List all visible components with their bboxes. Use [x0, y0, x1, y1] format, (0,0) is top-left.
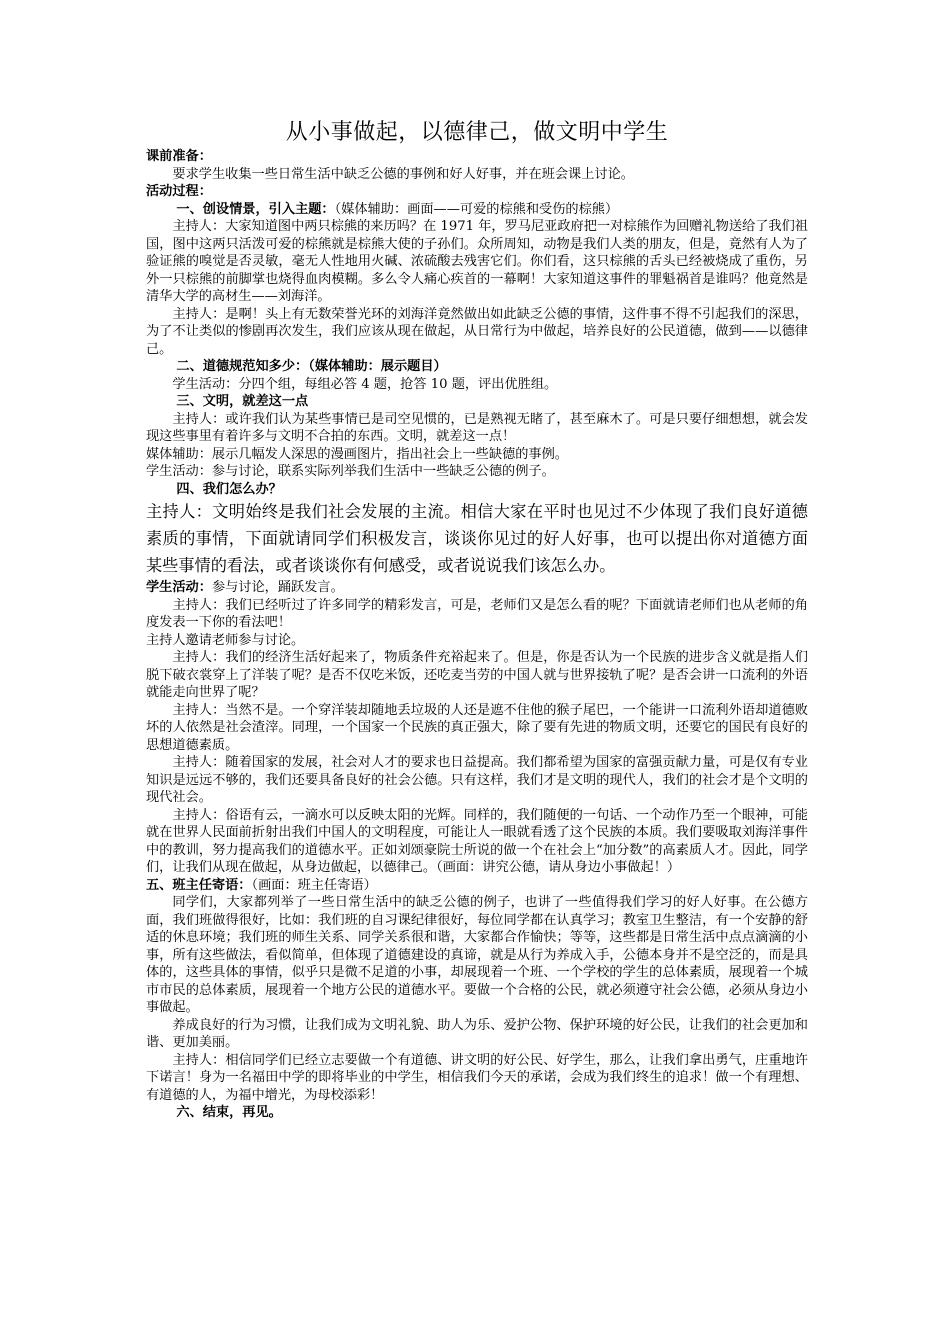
section-4-paragraph-5: 主持人：随着国家的发展，社会对人才的要求也日益提高。我们都希望为国家的富强贡献力量，可是仅有专业知识是远远不够的，我们还要具备良好的社会公德。只有这样，我们才是文明的现代人，我们的社会才是个文明的现代社会。: [146, 755, 808, 805]
section-5-paragraph-1: 同学们，大家都列举了一些日常生活中的缺乏公德的例子，也讲了一些值得我们学习的好人好事。在公德方面，我们班做得很好，比如：我们班的自习课纪律很好，每位同学都在认真学习；教室卫生整洁，有一个安静的舒适的休息环境；我们班的师生关系、同学关系很和谐，大家都合作愉快；等等，这些都是日常生活中点点滴滴的小事，所有这些做法，看似简单，但体现了道德建设的真谛，就是从行为养成入手，公德本身并不是空泛的，而是具体的，这些具体的事情，似乎只是微不足道的小事，却展现着一个班、一个学校的学生的总体素质，展现着一个城市市民的总体素质，展现着一个地方公民的道德水平。要做一个合格的公民，就必须遵守社会公德，必须从身边小事做起。: [146, 895, 808, 1015]
section-6-heading: 六、结束，再见。: [176, 1105, 282, 1120]
section-1-media: （媒体辅助：画面——可爱的棕熊和受伤的棕熊）: [334, 201, 619, 217]
section-4-student-line: [146, 579, 808, 597]
section-3-paragraph-1: 主持人：或许我们认为某些事情已是司空见惯的，已是熟视无睹了，甚至麻木了。可是只要仔细想想，就会发现这些事里有着许多与文明不合拍的东西。文明，就差这一点！: [146, 411, 808, 444]
section-4-paragraph-3: 主持人：我们的经济生活好起来了，物质条件充裕起来了。但是，你是否认为一个民族的进步含义就是指人们脱下破衣裳穿上了洋装了呢？是否不仅吃米饭，还吃麦当劳的中国人就与世界接轨了呢？是否会讲一口流利的外语就能走向世界了呢？: [146, 650, 808, 700]
section-5-heading: 五、班主任寄语：: [146, 877, 252, 893]
section-3-heading: 三、文明，就差这一点: [176, 394, 309, 409]
section-2-paragraph-1: 学生活动：分四个组，每组必答 4 题，抢答 10 题，评出优胜组。: [172, 376, 558, 392]
section-4-paragraph-4: 主持人：当然不是。一个穿洋装却随地丢垃圾的人还是遮不住他的猴子尾巴，一个能讲一口流利外语却道德败坏的人依然是社会渣滓。同理，一个国家一个民族的真正强大，除了要有先进的物质文明，还要它的国民有良好的思想道德素质。: [146, 702, 808, 753]
section-4-heading: 四、我们怎么办？: [176, 481, 282, 497]
section-4-paragraph-1: 主持人：我们已经听过了许多同学的精彩发言，可是，老师们又是怎么看的呢？下面就请老师们也从老师的角度发表一下你的看法吧！: [146, 597, 808, 630]
prep-label: 课前准备：: [146, 149, 212, 164]
document-title: 从小事做起，以德律己，做文明中学生: [285, 120, 669, 145]
section-3-paragraph-2: 媒体辅助：展示几幅发人深思的漫画图片，指出社会上一些缺德的事例。: [146, 446, 568, 462]
section-5-paragraph-3: 主持人：相信同学们已经立志要做一个有道德、讲文明的好公民、好学生，那么，让我们拿出勇气，庄重地许下诺言！身为一名福田中学的即将毕业的中学生，相信我们今天的承诺，会成为我们终生的追求！做一个有理想、有道德的人，为福中增光，为母校添彩！: [146, 1052, 808, 1103]
section-1-paragraph-2: 主持人：是啊！头上有无数荣誉光环的刘海洋竟然做出如此缺乏公德的事情，这件事不得不引起我们的深思，为了不让类似的惨剧再次发生，我们应该从现在做起，从日常行为中做起，培养良好的公民道德，做到——以德律己。: [146, 306, 808, 357]
section-4-paragraph-6: 主持人：俗语有云，一滴水可以反映太阳的光辉。同样的，我们随便的一句话、一个动作乃至一个眼神，可能就在世界人民面前折射出我们中国人的文明程度，可能让人一眼就看透了这个民族的本质。我们要吸取刘海洋事件中的教训，努力提高我们的道德水平。正如刘颂豪院士所说的做一个在社会上“加分数”的高素质人才。因此，同学们，让我们从现在做起，从身边做起，以德律己。（画面：讲究公德，请从身边小事做起！）: [146, 807, 808, 875]
prep-text: 要求学生收集一些日常生活中缺乏公德的事例和好人好事，并在班会课上讨论。: [172, 166, 634, 182]
section-1-heading-line: [146, 201, 808, 219]
section-3-paragraph-3: 学生活动：参与讨论，联系实际列举我们生活中一些缺乏公德的例子。: [146, 464, 555, 479]
section-5-paragraph-2: 养成良好的行为习惯，让我们成为文明礼貌、助人为乐、爱护公物、保护环境的好公民，让我们的社会更加和谐、更加美丽。: [146, 1017, 808, 1050]
section-4-paragraph-2: 主持人邀请老师参与讨论。: [146, 632, 305, 648]
section-2-heading: 二、道德规范知多少：（媒体辅助：展示题目）: [176, 359, 447, 374]
section-5-media: （画面：班主任寄语）: [251, 877, 377, 893]
process-label: 活动过程：: [146, 184, 212, 199]
section-4-host-statement: 主持人：文明始终是我们社会发展的主流。相信大家在平时也见过不少体现了我们良好道德素质的事情，下面就请同学们积极发言，谈谈你见过的好人好事，也可以提出你对道德方面某些事情的看法，或者谈谈你有何感受，或者说说我们该怎么办。: [146, 502, 808, 575]
section-4-student-label: 学生活动：: [146, 580, 212, 595]
section-5-heading-line: [146, 877, 808, 895]
section-1-paragraph-1: 主持人：大家知道图中两只棕熊的来历吗？在 1971 年，罗马尼亚政府把一对棕熊作为回赠礼物送给了我们祖国，图中这两只活泼可爱的棕熊就是棕熊大使的子孙们。众所周知，动物是我们人类的朋友，但是，竟然有人为了验证熊的嗅觉是否灵敏，毫无人性地用火碱、浓硫酸去残害它们。你们看，这只棕熊的舌头已经被烧成了重伤，另外一只棕熊的前脚掌也烧得血肉模糊。多么令人痛心疾首的一幕啊！大家知道这事件的罪魁祸首是谁吗？他竟然是清华大学的高材生——刘海洋。: [146, 219, 808, 304]
section-4-student-text: 参与讨论，踊跃发言。: [211, 580, 344, 595]
section-1-heading: 一、创设情景，引入主题：: [176, 201, 335, 217]
